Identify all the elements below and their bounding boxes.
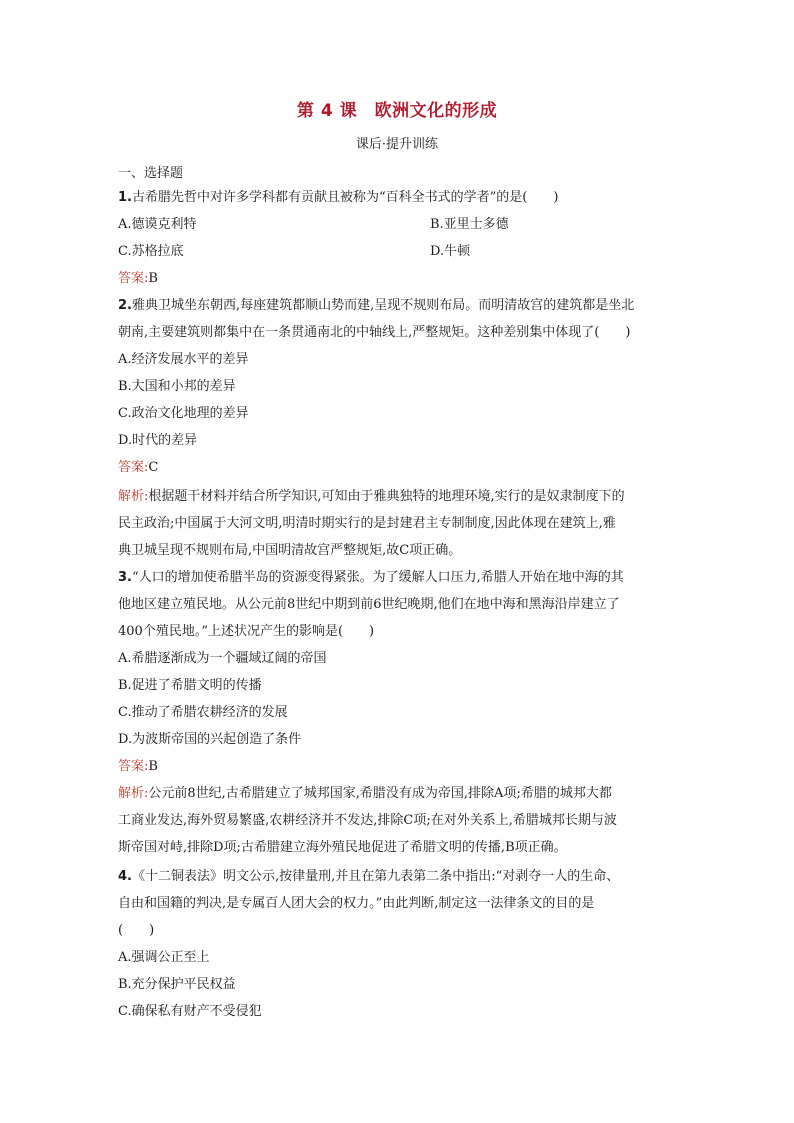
question-2-stem-line-1: [118, 297, 634, 315]
answer-value: B: [148, 759, 158, 774]
question-4-stem-line-3: ( ): [118, 923, 155, 938]
option-d: D.牛顿: [430, 244, 471, 259]
question-1-stem: [118, 189, 558, 207]
question-4-stem-line-2: 自由和国籍的判决,是专属百人团大会的权力。”由此判断,制定这一法律条文的目的是: [118, 896, 595, 911]
question-4-stem-line-1: [118, 868, 619, 886]
option-d: D.为波斯帝国的兴起创造了条件: [118, 732, 302, 747]
question-3-stem-line-3: 400个殖民地。”上述状况产生的影响是( ): [118, 624, 375, 639]
analysis-text: 公元前8世纪,古希腊建立了城邦国家,希腊没有成为帝国,排除A项;希腊的城邦大都: [148, 786, 612, 801]
option-b: B.大国和小邦的差异: [118, 379, 236, 394]
analysis-label: 解析:: [118, 786, 149, 801]
question-1-options-row-2: [118, 243, 471, 261]
question-text: 古希腊先哲中对许多学科都有贡献且被称为“百科全书式的学者”的是( ): [131, 190, 559, 205]
question-number: 4.: [118, 869, 132, 884]
question-1-options-row-1: [118, 216, 509, 234]
option-a: A.德谟克利特: [118, 217, 197, 232]
option-c: C.推动了希腊农耕经济的发展: [118, 705, 288, 720]
analysis-text: 根据题干材料并结合所学知识,可知由于雅典独特的地理环境,实行的是奴隶制度下的: [148, 489, 625, 504]
option-a: A.希腊逐渐成为一个疆域辽阔的帝国: [118, 651, 327, 666]
question-1-answer: [118, 270, 158, 288]
option-b: B.充分保护平民权益: [118, 977, 236, 992]
answer-label: 答案:: [118, 271, 149, 286]
question-text: 《十二铜表法》明文公示,按律量刑,并且在第九表第二条中指出:“对剥夺一人的生命、: [131, 869, 620, 884]
lesson-title: 第 4 课 欧洲文化的形成: [296, 101, 498, 121]
lesson-subtitle: 课后·提升训练: [355, 137, 439, 152]
question-3-answer: [118, 758, 158, 776]
answer-label: 答案:: [118, 759, 149, 774]
question-2-answer: [118, 459, 158, 477]
question-number: 1.: [118, 190, 132, 205]
question-text: “人口的增加使希腊半岛的资源变得紧张。为了缓解人口压力,希腊人开始在地中海的其: [131, 570, 624, 585]
question-2-analysis-line-3: 典卫城呈现不规则布局,中国明清故宫严整规矩,故C项正确。: [118, 543, 462, 558]
answer-value: B: [148, 271, 158, 286]
option-c: C.确保私有财产不受侵犯: [118, 1004, 262, 1019]
answer-label: 答案:: [118, 460, 149, 475]
section-title: 一、选择题: [118, 166, 184, 181]
question-3-analysis-line-2: 工商业发达,海外贸易繁盛,农耕经济并不发达,排除C项;在对外关系上,希腊城邦长期与波: [118, 813, 617, 828]
option-c: C.政治文化地理的差异: [118, 406, 249, 421]
question-3-analysis-line-3: 斯帝国对峙,排除D项;古希腊建立海外殖民地促进了希腊文明的传播,B项正确。: [118, 840, 567, 855]
question-2-analysis-line-1: [118, 488, 625, 506]
option-d: D.时代的差异: [118, 433, 198, 448]
question-3-stem-line-1: [118, 569, 624, 587]
question-number: 2.: [118, 298, 132, 313]
analysis-label: 解析:: [118, 489, 149, 504]
answer-value: C: [148, 460, 159, 475]
question-2-stem-line-2: 朝南,主要建筑则都集中在一条贯通南北的中轴线上,严整规矩。这种差别集中体现了( ): [118, 325, 631, 340]
question-3-stem-line-2: 他地区建立殖民地。从公元前8世纪中期到前6世纪晚期,他们在地中海和黑海沿岸建立了: [118, 597, 620, 612]
question-text: 雅典卫城坐东朝西,每座建筑都顺山势而建,呈现不规则布局。而明清故宫的建筑都是坐北: [131, 298, 635, 313]
option-c: C.苏格拉底: [118, 244, 184, 259]
question-2-analysis-line-2: 民主政治;中国属于大河文明,明清时期实行的是封建君主专制制度,因此体现在建筑上,雅: [118, 516, 616, 531]
option-b: B.促进了希腊文明的传播: [118, 678, 262, 693]
option-a: A.强调公正至上: [118, 950, 210, 965]
option-a: A.经济发展水平的差异: [118, 352, 249, 367]
question-3-analysis-line-1: [118, 785, 612, 803]
question-number: 3.: [118, 570, 132, 585]
option-b: B.亚里士多德: [430, 217, 509, 232]
